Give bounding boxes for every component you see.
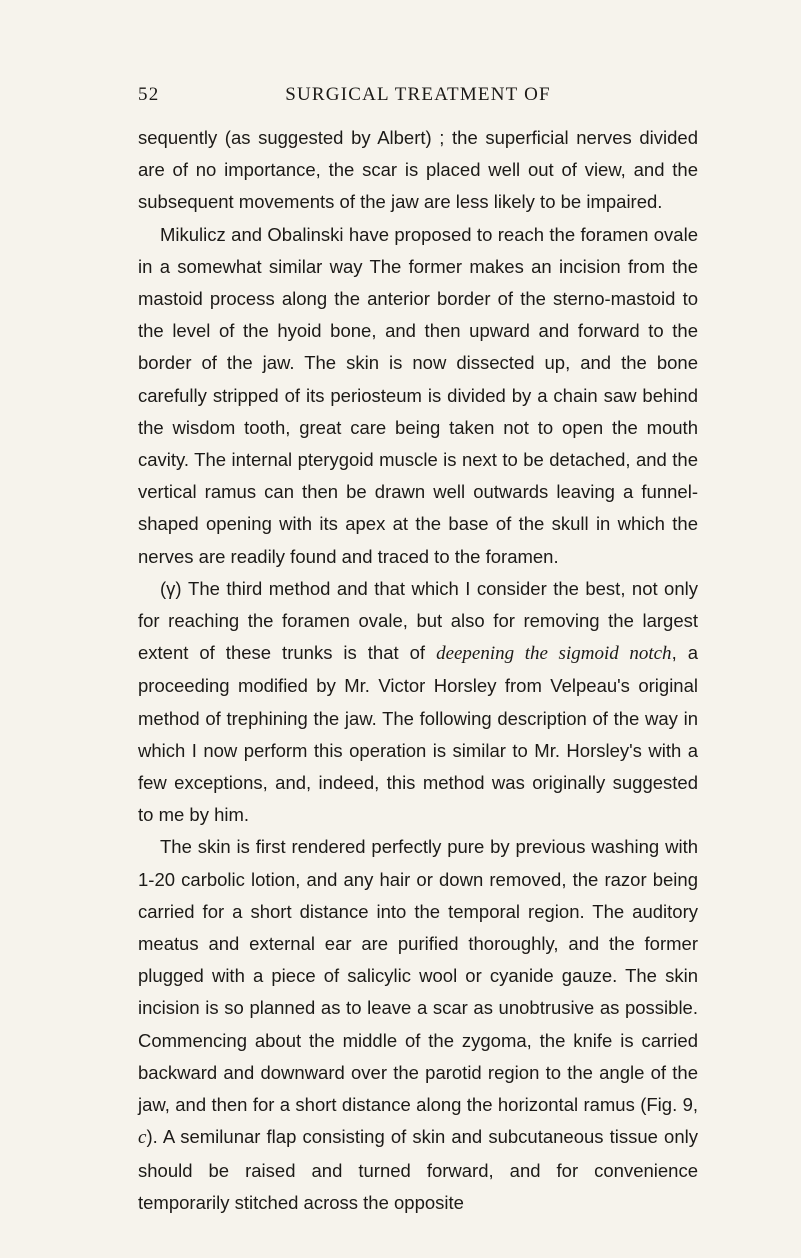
paragraph-third-method: [138, 573, 698, 832]
page-header: [138, 84, 698, 114]
italic-term: deepening the sigmoid notch: [436, 643, 672, 665]
paragraph-skin-preparation: [138, 831, 698, 1218]
running-title: SURGICAL TREATMENT OF: [285, 84, 551, 105]
paragraph-text: ). A semilunar flap consisting of skin and subcutaneous tissue only should be raised and turned forward, and for convenience temporarily stitched across the opposite: [138, 1126, 698, 1213]
body-text: [138, 122, 698, 1219]
paragraph-text: (γ) The third method and that which I consider the best, not only for reaching the foramen ovale, but also for removing the largest extent of these trunks is that of: [138, 577, 698, 664]
paragraph-text: The skin is first rendered perfectly pure by previous washing with 1-20 carbolic lotion, and any hair or down removed, the razor being carried for a short distance into the temporal region. The auditory meatus and external ear are purified thoroughly, and the former plugged with a piece of salicylic wool or cyanide gauze. The skin incision is so planned as to leave a scar as unobtrusive as possible. Commencing about the middle of the zygoma, the knife is carried backward and downward over the parotid region to the angle of the jaw, and then for a short distance along the horizontal ramus (Fig. 9,: [138, 836, 698, 1116]
paragraph-continuation: sequently (as suggested by Albert) ; the superficial nerves divided are of no importance, the scar is placed well out of view, and the subsequent movements of the jaw are less likely to be impaired.: [138, 127, 698, 213]
page-number: 52: [138, 84, 160, 105]
paragraph-mikulicz-method: Mikulicz and Obalinski have proposed to reach the foramen ovale in a somewhat similar way The former makes an incision from the mastoid process along the anterior border of the sterno-mastoid to the level of the hyoid bone, and then upward and forward to the border of the jaw. The skin is now dissected up, and the bone carefully stripped of its periosteum is divided by a chain saw behind the wisdom tooth, great care being taken not to open the mouth cavity. The internal pterygoid muscle is next to be detached, and the vertical ramus can then be drawn well outwards leaving a funnel-shaped opening with its apex at the base of the skull in which the nerves are readily found and traced to the foramen.: [138, 223, 698, 567]
paragraph-text: , a proceeding modified by Mr. Victor Horsley from Velpeau's original method of trephining the jaw. The following description of the way in which I now perform this operation is similar to Mr. Horsley's with a few exceptions, and, indeed, this method was originally suggested to me by him.: [138, 642, 698, 826]
figure-reference-letter: c: [138, 1127, 147, 1149]
